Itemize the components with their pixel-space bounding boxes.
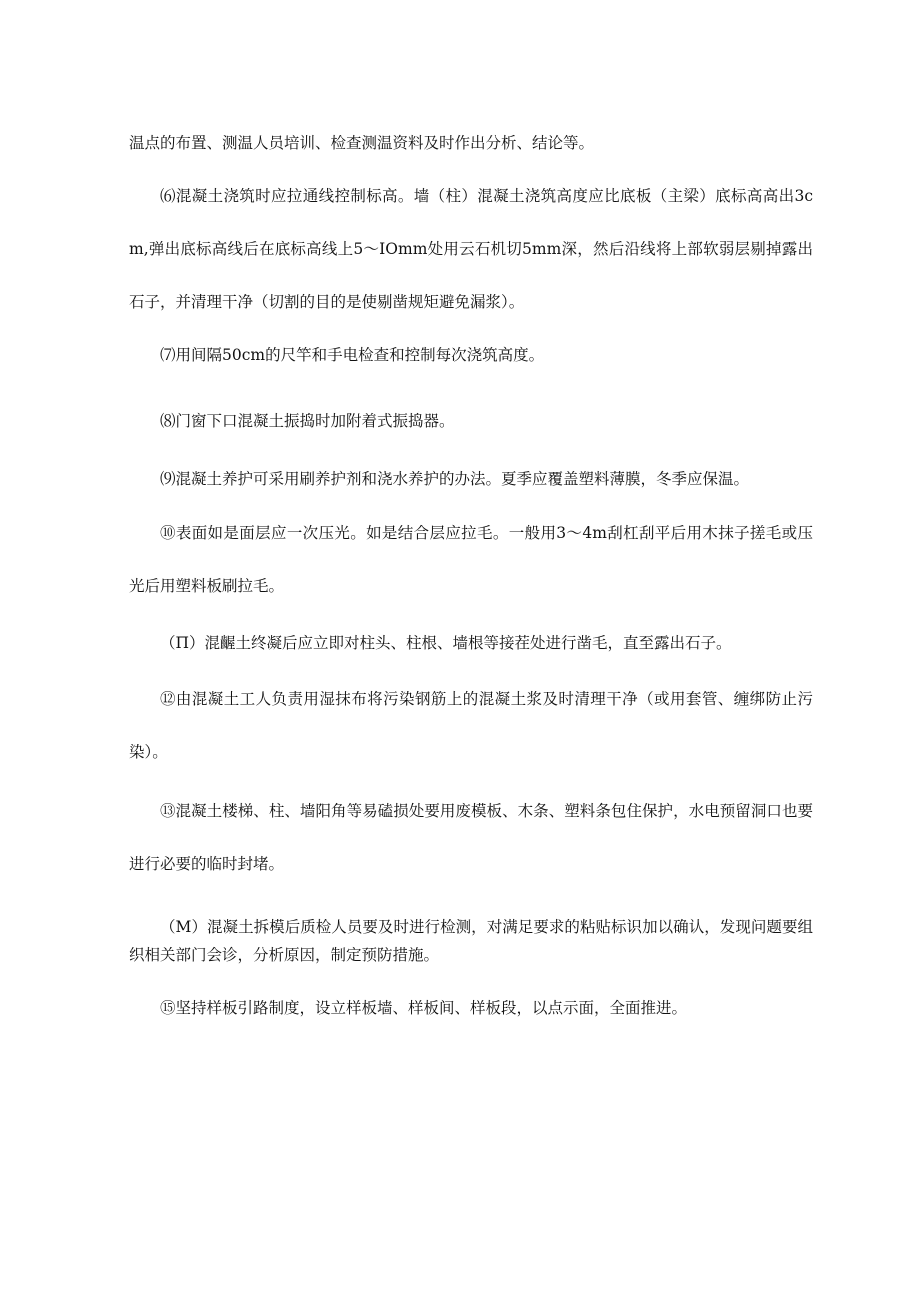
paragraph-item-11: （Π）混齷土终凝后应立即对柱头、柱根、墙根等接茬处进行凿毛，直至露出石子。 xyxy=(160,634,732,652)
paragraph-item-12: ⑫由混凝土工人负责用湿抹布将污染钢筋上的混凝土浆及时清理干净（或用套管、缠绑防止污染）。 xyxy=(129,690,813,761)
paragraph-temperature-summary: 温点的布置、测温人员培训、检查测温资料及时作出分析、结论等。 xyxy=(129,134,595,152)
paragraph-item-15: ⑮坚持样板引路制度，设立样板墙、样板间、样板段，以点示面，全面推进。 xyxy=(160,999,688,1017)
paragraph-item-9: ⑼混凝土养护可采用刷养护剂和浇水养护的办法。夏季应覆盖塑料薄膜，冬季应保温。 xyxy=(160,470,750,488)
paragraph-item-6: ⑹混凝土浇筑时应拉通线控制标高。墙（柱）混凝土浇筑高度应比底板（主梁）底标高高出3cm,弹出底标高线后在底标高线上5～IOmm处用云石机切5mm深，然后沿线将上部软弱层剔掉露出石子，并清理干净（切割的目的是使剔凿规矩避免漏浆）。 xyxy=(129,187,813,311)
paragraph-item-7: ⑺用间隔50cm的尺竿和手电检查和控制每次浇筑高度。 xyxy=(160,346,545,364)
paragraph-item-13: ⑬混凝土楼梯、柱、墙阳角等易磕损处要用废模板、木条、塑料条包住保护，水电预留洞口也要进行必要的临时封堵。 xyxy=(129,802,813,873)
paragraph-item-14: （M）混凝土拆模后质检人员要及时进行检测，对满足要求的粘贴标识加以确认，发现问题要组织相关部门会诊，分析原因，制定预防措施。 xyxy=(129,918,813,964)
paragraph-item-10: ⑩表面如是面层应一次压光。如是结合层应拉毛。一般用3～4m刮杠刮平后用木抹子搓毛或压光后用塑料板刷拉毛。 xyxy=(129,524,813,595)
paragraph-item-8: ⑻门窗下口混凝土振捣时加附着式振捣器。 xyxy=(160,412,455,430)
